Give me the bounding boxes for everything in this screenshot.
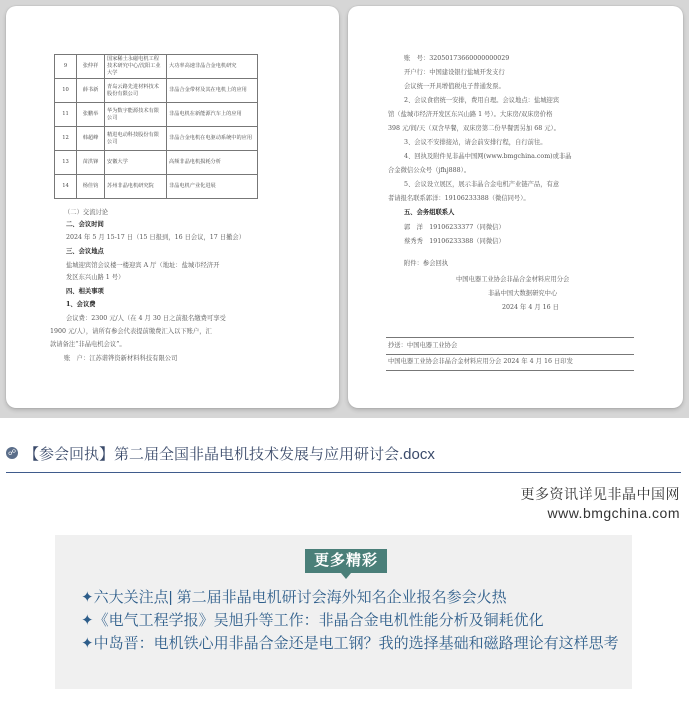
table-cell-name: 韩超峰 [77, 127, 105, 151]
table-cell-name: 杨佳钧 [77, 175, 105, 199]
table-cell-unit: 青岛云路先进材料技术股份有限公司 [105, 79, 167, 103]
registration-line-2: 合金微信公众号（jfhj888）。 [388, 167, 471, 174]
table-cell-topic: 非晶合金带材及其在电机上的应用 [167, 79, 258, 103]
cc-line: 抄送：中国电器工业协会 [388, 342, 458, 349]
matters-heading: 四、相关事项 [66, 288, 104, 295]
attachment-link[interactable]: 【参会回执】第二届全国非晶电机技术发展与应用研讨会.docx [24, 445, 435, 463]
table-cell-topic: 非晶合金电机在电驱动系统中的应用 [167, 127, 258, 151]
receipt-note: 3、会议不安排接站，请会前安排行程，自行前往。 [404, 139, 547, 146]
issuer-org-2: 非晶中国大数据研究中心 [488, 290, 558, 297]
hotel-line-2: 馆（盐城市经济开发区东兴山路 1 号）。大床房/双床房价格 [388, 111, 553, 118]
hotel-line-3: 398 元/间/天（双含早餐，双床房第二份早餐需另加 68 元）。 [388, 125, 560, 132]
account-number: 账 号：32050173660000000029 [404, 55, 510, 62]
table-cell-name: 张仲祥 [77, 55, 105, 79]
table-cell-unit: 苏州非晶电机研究院 [105, 175, 167, 199]
document-page-left[interactable] [6, 6, 339, 408]
table-cell-unit: 精进电动科技股份有限公司 [105, 127, 167, 151]
exhibit-line-2: 者请报名联系郭洋：19106233388（微信同号）。 [388, 195, 530, 202]
table-cell-no: 12 [55, 127, 77, 151]
place-heading: 三、会议地点 [66, 248, 104, 255]
contact-2: 蔡秀秀 19106233388（同微信） [404, 238, 505, 245]
table-row [55, 127, 258, 151]
cc-bottom-rule [386, 354, 634, 355]
contacts-heading: 五、会务组联系人 [404, 209, 455, 216]
star-icon: ✦ [81, 612, 94, 629]
issue-footer: 中国电器工业协会非晶合金材料应用分会 2024 年 4 月 16 日印发 [388, 358, 573, 365]
issue-date: 2024 年 4 月 16 日 [502, 304, 559, 311]
table-cell-unit: 安徽大学 [105, 151, 167, 175]
table-cell-topic: 大功率高速非晶合金电机研究 [167, 55, 258, 79]
table-cell-no: 14 [55, 175, 77, 199]
document-page-right[interactable] [348, 6, 683, 408]
star-icon: ✦ [81, 589, 94, 606]
time-heading: 二、会议时间 [66, 221, 104, 228]
more-info-url[interactable]: www.bmgchina.com [547, 505, 680, 521]
table-cell-name: 苗洪锋 [77, 151, 105, 175]
table-cell-no: 13 [55, 151, 77, 175]
table-cell-topic: 高频非晶电机损耗分析 [167, 151, 258, 175]
account-name: 账 户：江苏谐铧资新材料科技有限公司 [64, 355, 178, 362]
hotel-line-1: 2、会议食宿统一安排，费用自理。会议地点：盐城迎宾 [404, 97, 560, 104]
table-row [55, 151, 258, 175]
more-highlights-badge: 更多精彩 [305, 549, 387, 573]
place-body-1: 盐城迎宾馆会议楼一楼迎宾 A 厅（地址：盐城市经济开 [66, 262, 220, 269]
contact-1: 郭 洋 19106233377（同微信） [404, 224, 505, 231]
bank-name: 开户行：中国建设银行盐城开发支行 [404, 69, 505, 76]
table-cell-no: 9 [55, 55, 77, 79]
link-icon: ☍ [7, 448, 17, 457]
exchange-heading: （二）交流讨论 [64, 209, 109, 216]
fee-body-1: 会议费：2300 元/人（在 4 月 30 日之前报名缴费可享受 [66, 315, 226, 322]
attachment-divider [6, 472, 681, 473]
table-cell-unit: 华为数字能源技术有限公司 [105, 103, 167, 127]
related-article-link-2[interactable]: ✦《电气工程学报》吴旭升等工作：非晶合金电机性能分析及铜耗优化 [81, 612, 544, 629]
time-body: 2024 年 5 月 15-17 日（15 日报到，16 日会议，17 日撤会） [66, 234, 245, 241]
more-highlights-box [55, 535, 632, 689]
related-article-link-1[interactable]: ✦六大关注点| 第二届非晶电机研讨会海外知名企业报名参会火热 [81, 589, 507, 606]
registration-line-1: 4、回执及附件见非晶中国网(www.bmgchina.com)或非晶 [404, 153, 572, 160]
footer-rule [386, 370, 634, 371]
star-icon: ✦ [81, 635, 94, 652]
cc-top-rule [386, 337, 634, 338]
attachment-row[interactable] [6, 443, 435, 463]
table-row [55, 55, 258, 79]
speaker-table [54, 54, 258, 199]
place-body-2: 发区东兴山路 1 号） [66, 274, 125, 281]
fee-body-2: 1900 元/人），请所有参会代表提前缴费汇入以下账户，汇 [50, 328, 212, 335]
table-cell-no: 11 [55, 103, 77, 127]
fee-body-3: 款请备注“非晶电机会议”。 [50, 341, 126, 348]
table-cell-unit: 国家稀土永磁电机工程技术研究中心/沈阳工业大学 [105, 55, 167, 79]
table-cell-name: 张鹏举 [77, 103, 105, 127]
attachment-note: 附件：参会回执 [404, 260, 449, 267]
more-info-text: 更多资讯详见非晶中国网 [520, 486, 680, 502]
issuer-org-1: 中国电器工业协会非晶合金材料应用分会 [456, 276, 570, 283]
invoice-note: 会议统一开具增值税电子普通发票。 [404, 83, 505, 90]
table-cell-topic: 非晶电机在新能源汽车上的应用 [167, 103, 258, 127]
table-cell-no: 10 [55, 79, 77, 103]
table-row [55, 103, 258, 127]
table-row [55, 175, 258, 199]
table-cell-name: 薛书新 [77, 79, 105, 103]
fee-heading: 1、会议费 [66, 301, 96, 308]
table-row [55, 79, 258, 103]
related-article-link-3[interactable]: ✦中岛晋：电机铁心用非晶合金还是电工钢？我的选择基础和磁路理论有这样思考 [81, 635, 619, 652]
exhibit-line-1: 5、会议设立展区，展示非晶合金电机产业链产品，有意 [404, 181, 560, 188]
table-cell-topic: 非晶电机产业化进展 [167, 175, 258, 199]
